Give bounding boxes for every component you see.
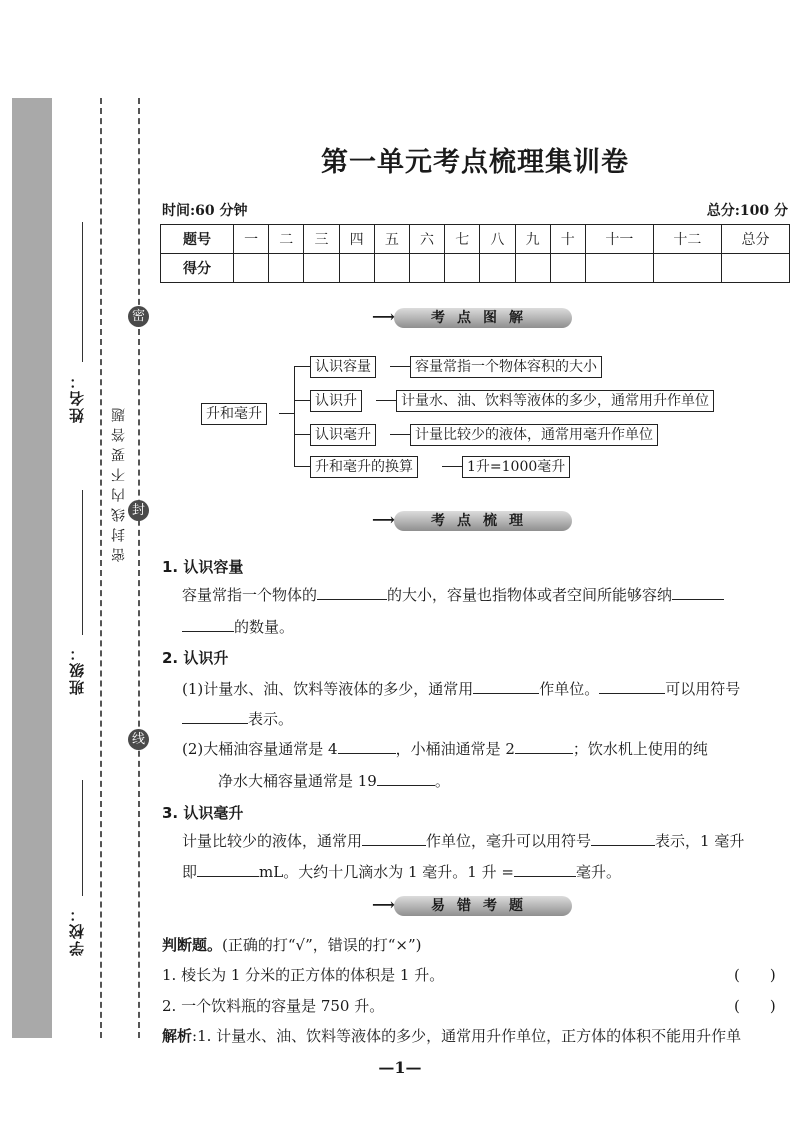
binding-dashed-line [100,98,102,1038]
seal-notice: 密封线内不要答题 [111,402,127,562]
text: 计量比较少的液体，通常用 [182,832,363,850]
banner-mistakes [372,894,572,916]
concept-branch-label: 认识毫升 [310,424,376,446]
text: 。 [434,772,450,790]
section-3-line-1 [182,830,744,851]
score-table-row-question [161,225,790,254]
connector-line [294,466,310,467]
score-col: 九 [515,225,550,254]
section-2-item-2-line-1 [182,738,708,759]
binding-dashed-line-inner [138,98,140,1038]
banner-review [372,509,572,531]
score-cell[interactable] [234,254,269,283]
section-2-item-1-line-1 [182,678,740,699]
connector-line [294,366,310,367]
name-field-label: 姓名： [68,372,86,423]
concept-branch-detail: 容量常指一个物体容积的大小 [410,356,602,378]
section-3-line-2 [182,861,621,882]
page-title: 第一单元考点梳理集训卷 [321,147,629,178]
connector-line [442,466,462,467]
analysis-text: :1. 计量水、油、饮料等液体的多少，通常用升作单位，正方体的体积不能用升作单 [192,1027,742,1045]
score-table-header: 得分 [161,254,234,283]
score-col: 十二 [653,225,721,254]
score-col: 六 [409,225,444,254]
answer-blank[interactable] [599,678,665,694]
score-col: 四 [339,225,374,254]
score-cell-total[interactable] [721,254,789,283]
judge-answer-2[interactable]: ( ) [734,997,776,1015]
score-col: 五 [374,225,409,254]
score-cell[interactable] [339,254,374,283]
page-number: —1— [378,1058,422,1077]
text: 即 [182,863,198,881]
text: ，小桶油通常是 2 [395,740,515,758]
seal-char-mi: 密 [128,306,149,327]
banner-diagram [372,306,572,328]
text: 作单位。 [539,680,600,698]
binding-strip [12,98,52,1038]
answer-blank[interactable] [591,830,655,846]
text: 作单位，毫升可以用符号 [426,832,592,850]
score-col: 七 [445,225,480,254]
answer-blank[interactable] [515,738,573,754]
arrow-right-icon: ⟶ [372,307,395,326]
section-2-title: 2. 认识升 [162,649,229,667]
connector-line [294,434,310,435]
text: 的大小，容量也指物体或者空间所能够容纳 [387,586,673,604]
text: 的数量。 [234,618,295,636]
section-2-item-1-line-2 [182,708,293,729]
judge-heading [162,934,422,955]
score-cell[interactable] [585,254,653,283]
answer-blank[interactable] [514,861,576,877]
answer-blank[interactable] [362,830,426,846]
answer-blank[interactable] [672,584,724,600]
concept-branch-label: 认识容量 [310,356,376,378]
banner-review-label: 考点梳理 [431,513,535,529]
answer-blank[interactable] [317,584,387,600]
section-1-title: 1. 认识容量 [162,558,244,576]
score-col: 八 [480,225,515,254]
arrow-right-icon: ⟶ [372,895,395,914]
score-col: 一 [234,225,269,254]
analysis-label: 解析 [162,1027,193,1045]
answer-blank[interactable] [182,708,248,724]
answer-blank[interactable] [377,770,435,786]
score-cell[interactable] [409,254,444,283]
banner-diagram-label: 考点图解 [431,310,535,326]
score-table [160,224,790,283]
judge-heading-bold: 判断题。 [162,936,223,954]
score-cell[interactable] [374,254,409,283]
score-cell[interactable] [269,254,304,283]
score-col: 三 [304,225,339,254]
total-score: 总分:100 分 [706,203,788,219]
school-field-label: 学校： [68,905,86,956]
score-cell[interactable] [550,254,585,283]
text: ；饮水机上使用的纯 [572,740,708,758]
score-col: 十一 [585,225,653,254]
seal-char-xian: 线 [128,729,149,750]
text: 净水大桶容量通常是 19 [218,772,377,790]
concept-branch-detail: 计量水、油、饮料等液体的多少，通常用升作单位 [396,390,714,412]
score-col: 二 [269,225,304,254]
score-cell[interactable] [304,254,339,283]
connector-trunk [294,366,295,467]
connector-line [294,400,310,401]
score-table-row-score [161,254,790,283]
time-limit: 时间:60 分钟 [162,203,248,219]
judge-item-1: 1. 棱长为 1 分米的正方体的体积是 1 升。 [162,966,445,984]
arrow-right-icon: ⟶ [372,510,395,529]
section-2-item-2-line-2 [218,770,450,791]
concept-branch-label: 升和毫升的换算 [310,456,418,478]
text: 容量常指一个物体的 [182,586,318,604]
text: 可以用符号 [665,680,741,698]
answer-blank[interactable] [338,738,396,754]
text: 表示。 [248,710,294,728]
concept-branch-detail: 1升=1000毫升 [462,456,570,478]
judge-answer-1[interactable]: ( ) [734,966,776,984]
section-1-line-1 [182,584,724,605]
school-field-line[interactable] [82,780,83,896]
text: 毫升。 [575,863,621,881]
class-field-label: 班级： [68,644,86,695]
section-3-title: 3. 认识毫升 [162,804,244,822]
judge-item-2: 2. 一个饮料瓶的容量是 750 升。 [162,997,385,1015]
concept-branch-detail: 计量比较少的液体，通常用毫升作单位 [410,424,658,446]
score-col: 十 [550,225,585,254]
analysis [162,1025,741,1046]
text: mL。大约十几滴水为 1 毫升。1 升 = [259,863,514,881]
class-field-line[interactable] [82,490,83,635]
judge-heading-instruction: (正确的打“√”，错误的打“×”) [222,936,422,954]
text: 表示，1 毫升 [655,832,745,850]
concept-branch-label: 认识升 [310,390,362,412]
connector-line [390,434,410,435]
name-field-line[interactable] [82,222,83,362]
section-1-line-2 [182,616,294,637]
answer-blank[interactable] [182,616,234,632]
score-cell[interactable] [515,254,550,283]
connector-line [279,413,295,414]
score-cell[interactable] [480,254,515,283]
connector-line [376,400,396,401]
score-cell[interactable] [445,254,480,283]
text: (2)大桶油容量通常是 4 [182,740,338,758]
answer-blank[interactable] [473,678,539,694]
score-cell[interactable] [653,254,721,283]
concept-root: 升和毫升 [201,403,267,425]
connector-line [390,366,410,367]
score-col-total: 总分 [721,225,789,254]
banner-mistakes-label: 易错考题 [431,898,535,914]
score-table-header: 题号 [161,225,234,254]
text: (1)计量水、油、饮料等液体的多少，通常用 [182,680,474,698]
answer-blank[interactable] [197,861,259,877]
seal-char-feng: 封 [128,500,149,521]
